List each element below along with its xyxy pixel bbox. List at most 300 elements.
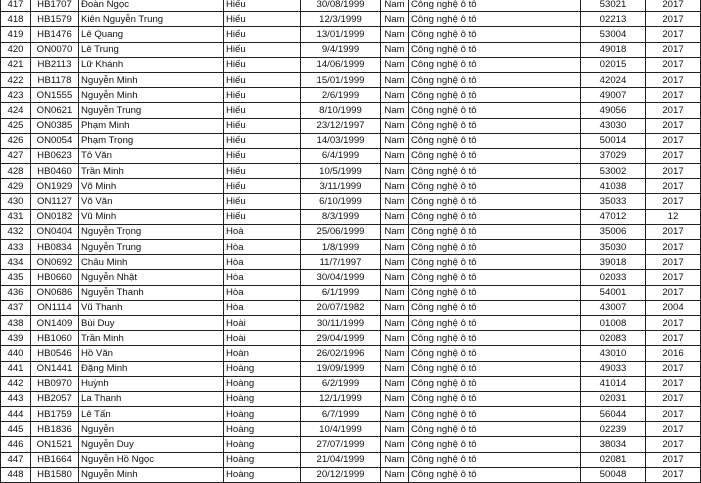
student-id-cell: HB1707 bbox=[31, 0, 79, 12]
exam-code-cell: 53004 bbox=[581, 27, 646, 42]
gender-cell: Nam bbox=[381, 148, 409, 163]
row-number-cell: 444 bbox=[1, 407, 31, 422]
student-id-cell: HB1476 bbox=[31, 27, 79, 42]
surname-middle-name-cell: Trần Minh bbox=[79, 164, 224, 179]
birth-date-cell: 14/06/1999 bbox=[301, 57, 381, 72]
given-name-cell: Hoàng bbox=[224, 376, 301, 391]
year-cell: 2017 bbox=[646, 164, 701, 179]
year-cell: 2004 bbox=[646, 300, 701, 315]
exam-code-cell: 35006 bbox=[581, 224, 646, 239]
row-number-cell: 426 bbox=[1, 133, 31, 148]
row-number-cell: 421 bbox=[1, 57, 31, 72]
exam-code-cell: 49056 bbox=[581, 103, 646, 118]
birth-date-cell: 14/03/1999 bbox=[301, 133, 381, 148]
surname-middle-name-cell: Nguyễn Minh bbox=[79, 72, 224, 87]
row-number-cell: 420 bbox=[1, 42, 31, 57]
birth-date-cell: 8/10/1999 bbox=[301, 103, 381, 118]
year-cell: 2017 bbox=[646, 285, 701, 300]
table-row bbox=[1, 12, 701, 27]
given-name-cell: Hiếu bbox=[224, 72, 301, 87]
gender-cell: Nam bbox=[381, 437, 409, 452]
row-number-cell: 442 bbox=[1, 376, 31, 391]
major-cell: Công nghệ ô tô bbox=[409, 437, 581, 452]
table-row bbox=[1, 331, 701, 346]
table-row bbox=[1, 27, 701, 42]
table-row bbox=[1, 224, 701, 239]
year-cell: 2017 bbox=[646, 72, 701, 87]
given-name-cell: Hiếu bbox=[224, 194, 301, 209]
surname-middle-name-cell: Hồ Văn bbox=[79, 346, 224, 361]
surname-middle-name-cell: Trần Minh bbox=[79, 331, 224, 346]
major-cell: Công nghệ ô tô bbox=[409, 118, 581, 133]
surname-middle-name-cell: Nguyễn Thanh bbox=[79, 285, 224, 300]
gender-cell: Nam bbox=[381, 270, 409, 285]
exam-code-cell: 02239 bbox=[581, 422, 646, 437]
surname-middle-name-cell: Vũ Minh bbox=[79, 209, 224, 224]
birth-date-cell: 2/6/1999 bbox=[301, 88, 381, 103]
year-cell: 2017 bbox=[646, 88, 701, 103]
major-cell: Công nghệ ô tô bbox=[409, 391, 581, 406]
year-cell: 2017 bbox=[646, 240, 701, 255]
birth-date-cell: 23/12/1997 bbox=[301, 118, 381, 133]
gender-cell: Nam bbox=[381, 0, 409, 12]
given-name-cell: Hòa bbox=[224, 285, 301, 300]
birth-date-cell: 8/3/1999 bbox=[301, 209, 381, 224]
exam-code-cell: 43007 bbox=[581, 300, 646, 315]
surname-middle-name-cell: Vũ Thanh bbox=[79, 300, 224, 315]
birth-date-cell: 27/07/1999 bbox=[301, 437, 381, 452]
year-cell: 2017 bbox=[646, 422, 701, 437]
birth-date-cell: 6/7/1999 bbox=[301, 407, 381, 422]
year-cell: 2017 bbox=[646, 331, 701, 346]
birth-date-cell: 19/09/1999 bbox=[301, 361, 381, 376]
major-cell: Công nghệ ô tô bbox=[409, 164, 581, 179]
given-name-cell: Hoài bbox=[224, 331, 301, 346]
row-number-cell: 431 bbox=[1, 209, 31, 224]
year-cell: 2017 bbox=[646, 12, 701, 27]
major-cell: Công nghệ ô tô bbox=[409, 270, 581, 285]
row-number-cell: 430 bbox=[1, 194, 31, 209]
student-id-cell: ON1929 bbox=[31, 179, 79, 194]
table-row bbox=[1, 148, 701, 163]
row-number-cell: 441 bbox=[1, 361, 31, 376]
major-cell: Công nghệ ô tô bbox=[409, 407, 581, 422]
major-cell: Công nghệ ô tô bbox=[409, 72, 581, 87]
given-name-cell: Hiếu bbox=[224, 148, 301, 163]
gender-cell: Nam bbox=[381, 88, 409, 103]
gender-cell: Nam bbox=[381, 315, 409, 330]
gender-cell: Nam bbox=[381, 27, 409, 42]
student-id-cell: ON1127 bbox=[31, 194, 79, 209]
year-cell: 2017 bbox=[646, 133, 701, 148]
table-row bbox=[1, 285, 701, 300]
year-cell: 2017 bbox=[646, 255, 701, 270]
student-id-cell: ON1521 bbox=[31, 437, 79, 452]
surname-middle-name-cell: Châu Minh bbox=[79, 255, 224, 270]
exam-code-cell: 49007 bbox=[581, 88, 646, 103]
surname-middle-name-cell: Nguyễn Trọng bbox=[79, 224, 224, 239]
major-cell: Công nghệ ô tô bbox=[409, 240, 581, 255]
year-cell: 2017 bbox=[646, 103, 701, 118]
gender-cell: Nam bbox=[381, 103, 409, 118]
exam-code-cell: 43010 bbox=[581, 346, 646, 361]
birth-date-cell: 6/10/1999 bbox=[301, 194, 381, 209]
row-number-cell: 417 bbox=[1, 0, 31, 12]
student-id-cell: ON0054 bbox=[31, 133, 79, 148]
row-number-cell: 423 bbox=[1, 88, 31, 103]
student-id-cell: ON0686 bbox=[31, 285, 79, 300]
table-row bbox=[1, 452, 701, 467]
surname-middle-name-cell: Kiên Nguyễn Trung bbox=[79, 12, 224, 27]
given-name-cell: Hòa bbox=[224, 300, 301, 315]
birth-date-cell: 30/08/1999 bbox=[301, 0, 381, 12]
table-row bbox=[1, 376, 701, 391]
exam-code-cell: 43030 bbox=[581, 118, 646, 133]
gender-cell: Nam bbox=[381, 194, 409, 209]
gender-cell: Nam bbox=[381, 300, 409, 315]
major-cell: Công nghệ ô tô bbox=[409, 133, 581, 148]
exam-code-cell: 50014 bbox=[581, 133, 646, 148]
birth-date-cell: 29/04/1999 bbox=[301, 331, 381, 346]
gender-cell: Nam bbox=[381, 118, 409, 133]
year-cell: 2017 bbox=[646, 467, 701, 482]
student-id-cell: HB0834 bbox=[31, 240, 79, 255]
student-id-cell: HB0546 bbox=[31, 346, 79, 361]
surname-middle-name-cell: Nguyễn Duy bbox=[79, 437, 224, 452]
given-name-cell: Hiếu bbox=[224, 12, 301, 27]
year-cell: 2017 bbox=[646, 224, 701, 239]
row-number-cell: 446 bbox=[1, 437, 31, 452]
surname-middle-name-cell: Nguyễn bbox=[79, 422, 224, 437]
table-row bbox=[1, 194, 701, 209]
table-row bbox=[1, 361, 701, 376]
surname-middle-name-cell: Huỳnh bbox=[79, 376, 224, 391]
given-name-cell: Hiếu bbox=[224, 88, 301, 103]
table-row bbox=[1, 103, 701, 118]
table-row bbox=[1, 437, 701, 452]
surname-middle-name-cell: Lê Quang bbox=[79, 27, 224, 42]
student-id-cell: HB1060 bbox=[31, 331, 79, 346]
gender-cell: Nam bbox=[381, 12, 409, 27]
given-name-cell: Hòa bbox=[224, 270, 301, 285]
student-id-cell: HB1580 bbox=[31, 467, 79, 482]
major-cell: Công nghệ ô tô bbox=[409, 194, 581, 209]
birth-date-cell: 30/11/1999 bbox=[301, 315, 381, 330]
birth-date-cell: 6/4/1999 bbox=[301, 148, 381, 163]
given-name-cell: Hiếu bbox=[224, 133, 301, 148]
given-name-cell: Hòa bbox=[224, 240, 301, 255]
gender-cell: Nam bbox=[381, 346, 409, 361]
gender-cell: Nam bbox=[381, 422, 409, 437]
row-number-cell: 422 bbox=[1, 72, 31, 87]
exam-code-cell: 50048 bbox=[581, 467, 646, 482]
student-id-cell: ON1114 bbox=[31, 300, 79, 315]
exam-code-cell: 49018 bbox=[581, 42, 646, 57]
row-number-cell: 427 bbox=[1, 148, 31, 163]
given-name-cell: Hiếu bbox=[224, 57, 301, 72]
birth-date-cell: 9/4/1999 bbox=[301, 42, 381, 57]
exam-code-cell: 39018 bbox=[581, 255, 646, 270]
year-cell: 2017 bbox=[646, 452, 701, 467]
student-id-cell: ON0692 bbox=[31, 255, 79, 270]
student-id-cell: ON0404 bbox=[31, 224, 79, 239]
row-number-cell: 424 bbox=[1, 103, 31, 118]
student-id-cell: ON1409 bbox=[31, 315, 79, 330]
surname-middle-name-cell: Nguyễn Minh bbox=[79, 88, 224, 103]
row-number-cell: 440 bbox=[1, 346, 31, 361]
row-number-cell: 425 bbox=[1, 118, 31, 133]
major-cell: Công nghệ ô tô bbox=[409, 331, 581, 346]
row-number-cell: 439 bbox=[1, 331, 31, 346]
given-name-cell: Hoài bbox=[224, 315, 301, 330]
table-row bbox=[1, 270, 701, 285]
major-cell: Công nghệ ô tô bbox=[409, 315, 581, 330]
row-number-cell: 428 bbox=[1, 164, 31, 179]
exam-code-cell: 41014 bbox=[581, 376, 646, 391]
given-name-cell: Hiếu bbox=[224, 103, 301, 118]
exam-code-cell: 54001 bbox=[581, 285, 646, 300]
surname-middle-name-cell: La Thanh bbox=[79, 391, 224, 406]
surname-middle-name-cell: Phạm Trọng bbox=[79, 133, 224, 148]
exam-code-cell: 41038 bbox=[581, 179, 646, 194]
row-number-cell: 448 bbox=[1, 467, 31, 482]
given-name-cell: Hoàng bbox=[224, 391, 301, 406]
row-number-cell: 445 bbox=[1, 422, 31, 437]
gender-cell: Nam bbox=[381, 42, 409, 57]
exam-code-cell: 53002 bbox=[581, 164, 646, 179]
birth-date-cell: 20/07/1982 bbox=[301, 300, 381, 315]
exam-code-cell: 53021 bbox=[581, 0, 646, 12]
exam-code-cell: 47012 bbox=[581, 209, 646, 224]
major-cell: Công nghệ ô tô bbox=[409, 467, 581, 482]
year-cell: 2017 bbox=[646, 437, 701, 452]
year-cell: 2017 bbox=[646, 118, 701, 133]
given-name-cell: Hoà bbox=[224, 224, 301, 239]
given-name-cell: Hiếu bbox=[224, 118, 301, 133]
exam-code-cell: 35033 bbox=[581, 194, 646, 209]
major-cell: Công nghệ ô tô bbox=[409, 224, 581, 239]
birth-date-cell: 10/4/1999 bbox=[301, 422, 381, 437]
student-id-cell: HB2057 bbox=[31, 391, 79, 406]
table-row bbox=[1, 240, 701, 255]
year-cell: 2017 bbox=[646, 376, 701, 391]
year-cell: 2017 bbox=[646, 42, 701, 57]
birth-date-cell: 10/5/1999 bbox=[301, 164, 381, 179]
table-row bbox=[1, 422, 701, 437]
row-number-cell: 432 bbox=[1, 224, 31, 239]
table-row bbox=[1, 0, 701, 12]
surname-middle-name-cell: Phạm Minh bbox=[79, 118, 224, 133]
year-cell: 2017 bbox=[646, 391, 701, 406]
major-cell: Công nghệ ô tô bbox=[409, 361, 581, 376]
table-row bbox=[1, 72, 701, 87]
student-id-cell: ON0070 bbox=[31, 42, 79, 57]
student-id-cell: HB1836 bbox=[31, 422, 79, 437]
year-cell: 2017 bbox=[646, 27, 701, 42]
gender-cell: Nam bbox=[381, 133, 409, 148]
student-id-cell: HB0623 bbox=[31, 148, 79, 163]
major-cell: Công nghệ ô tô bbox=[409, 12, 581, 27]
surname-middle-name-cell: Nguyễn Nhật bbox=[79, 270, 224, 285]
exam-code-cell: 02083 bbox=[581, 331, 646, 346]
surname-middle-name-cell: Tô Văn bbox=[79, 148, 224, 163]
exam-code-cell: 37029 bbox=[581, 148, 646, 163]
year-cell: 2017 bbox=[646, 270, 701, 285]
major-cell: Công nghệ ô tô bbox=[409, 148, 581, 163]
row-number-cell: 435 bbox=[1, 270, 31, 285]
student-id-cell: HB1759 bbox=[31, 407, 79, 422]
table-row bbox=[1, 42, 701, 57]
row-number-cell: 443 bbox=[1, 391, 31, 406]
birth-date-cell: 12/3/1999 bbox=[301, 12, 381, 27]
given-name-cell: Hoàng bbox=[224, 467, 301, 482]
table-row bbox=[1, 407, 701, 422]
table-row bbox=[1, 300, 701, 315]
student-id-cell: ON1441 bbox=[31, 361, 79, 376]
student-id-cell: ON0385 bbox=[31, 118, 79, 133]
table-row bbox=[1, 57, 701, 72]
major-cell: Công nghệ ô tô bbox=[409, 209, 581, 224]
exam-code-cell: 02213 bbox=[581, 12, 646, 27]
exam-code-cell: 49033 bbox=[581, 361, 646, 376]
major-cell: Công nghệ ô tô bbox=[409, 346, 581, 361]
gender-cell: Nam bbox=[381, 361, 409, 376]
major-cell: Công nghệ ô tô bbox=[409, 255, 581, 270]
birth-date-cell: 30/04/1999 bbox=[301, 270, 381, 285]
row-number-cell: 429 bbox=[1, 179, 31, 194]
major-cell: Công nghệ ô tô bbox=[409, 285, 581, 300]
student-id-cell: HB1664 bbox=[31, 452, 79, 467]
birth-date-cell: 25/06/1999 bbox=[301, 224, 381, 239]
major-cell: Công nghệ ô tô bbox=[409, 88, 581, 103]
student-id-cell: ON0182 bbox=[31, 209, 79, 224]
table-row bbox=[1, 179, 701, 194]
exam-code-cell: 01008 bbox=[581, 315, 646, 330]
surname-middle-name-cell: Nguyễn Trung bbox=[79, 240, 224, 255]
major-cell: Công nghệ ô tô bbox=[409, 103, 581, 118]
major-cell: Công nghệ ô tô bbox=[409, 422, 581, 437]
student-id-cell: ON1555 bbox=[31, 88, 79, 103]
year-cell: 2017 bbox=[646, 57, 701, 72]
major-cell: Công nghệ ô tô bbox=[409, 27, 581, 42]
exam-code-cell: 02033 bbox=[581, 270, 646, 285]
year-cell: 2016 bbox=[646, 346, 701, 361]
row-number-cell: 419 bbox=[1, 27, 31, 42]
major-cell: Công nghệ ô tô bbox=[409, 57, 581, 72]
gender-cell: Nam bbox=[381, 376, 409, 391]
birth-date-cell: 12/1/1999 bbox=[301, 391, 381, 406]
birth-date-cell: 1/8/1999 bbox=[301, 240, 381, 255]
table-row bbox=[1, 391, 701, 406]
gender-cell: Nam bbox=[381, 331, 409, 346]
gender-cell: Nam bbox=[381, 407, 409, 422]
gender-cell: Nam bbox=[381, 255, 409, 270]
student-id-cell: HB0460 bbox=[31, 164, 79, 179]
exam-code-cell: 35030 bbox=[581, 240, 646, 255]
row-number-cell: 433 bbox=[1, 240, 31, 255]
gender-cell: Nam bbox=[381, 179, 409, 194]
gender-cell: Nam bbox=[381, 224, 409, 239]
surname-middle-name-cell: Lê Trung bbox=[79, 42, 224, 57]
given-name-cell: Hoàn bbox=[224, 346, 301, 361]
year-cell: 2017 bbox=[646, 0, 701, 12]
gender-cell: Nam bbox=[381, 57, 409, 72]
year-cell: 2017 bbox=[646, 407, 701, 422]
given-name-cell: Hiếu bbox=[224, 179, 301, 194]
student-id-cell: HB1178 bbox=[31, 72, 79, 87]
table-row bbox=[1, 133, 701, 148]
table-row bbox=[1, 164, 701, 179]
birth-date-cell: 3/11/1999 bbox=[301, 179, 381, 194]
birth-date-cell: 11/7/1997 bbox=[301, 255, 381, 270]
table-row bbox=[1, 346, 701, 361]
year-cell: 12 bbox=[646, 209, 701, 224]
surname-middle-name-cell: Nguyễn Trung bbox=[79, 103, 224, 118]
exam-code-cell: 02015 bbox=[581, 57, 646, 72]
student-id-cell: HB0660 bbox=[31, 270, 79, 285]
birth-date-cell: 6/1/1999 bbox=[301, 285, 381, 300]
table-row bbox=[1, 88, 701, 103]
table-row bbox=[1, 209, 701, 224]
row-number-cell: 447 bbox=[1, 452, 31, 467]
exam-code-cell: 38034 bbox=[581, 437, 646, 452]
table-row bbox=[1, 315, 701, 330]
year-cell: 2017 bbox=[646, 194, 701, 209]
gender-cell: Nam bbox=[381, 240, 409, 255]
given-name-cell: Hiếu bbox=[224, 27, 301, 42]
surname-middle-name-cell: Nguyễn Minh bbox=[79, 467, 224, 482]
birth-date-cell: 15/01/1999 bbox=[301, 72, 381, 87]
major-cell: Công nghệ ô tô bbox=[409, 452, 581, 467]
exam-code-cell: 02031 bbox=[581, 391, 646, 406]
major-cell: Công nghệ ô tô bbox=[409, 179, 581, 194]
row-number-cell: 437 bbox=[1, 300, 31, 315]
surname-middle-name-cell: Nguyễn Hồ Ngọc bbox=[79, 452, 224, 467]
gender-cell: Nam bbox=[381, 285, 409, 300]
surname-middle-name-cell: Đoàn Ngọc bbox=[79, 0, 224, 12]
major-cell: Công nghệ ô tô bbox=[409, 42, 581, 57]
given-name-cell: Hiếu bbox=[224, 0, 301, 12]
surname-middle-name-cell: Đặng Minh bbox=[79, 361, 224, 376]
birth-date-cell: 20/12/1999 bbox=[301, 467, 381, 482]
major-cell: Công nghệ ô tô bbox=[409, 300, 581, 315]
gender-cell: Nam bbox=[381, 452, 409, 467]
row-number-cell: 438 bbox=[1, 315, 31, 330]
surname-middle-name-cell: Lữ Khánh bbox=[79, 57, 224, 72]
given-name-cell: Hoàng bbox=[224, 452, 301, 467]
birth-date-cell: 6/2/1999 bbox=[301, 376, 381, 391]
birth-date-cell: 13/01/1999 bbox=[301, 27, 381, 42]
table-body bbox=[1, 0, 701, 483]
student-id-cell: ON0621 bbox=[31, 103, 79, 118]
major-cell: Công nghệ ô tô bbox=[409, 0, 581, 12]
given-name-cell: Hoàng bbox=[224, 407, 301, 422]
given-name-cell: Hoàng bbox=[224, 422, 301, 437]
table-row bbox=[1, 118, 701, 133]
row-number-cell: 418 bbox=[1, 12, 31, 27]
year-cell: 2017 bbox=[646, 315, 701, 330]
gender-cell: Nam bbox=[381, 467, 409, 482]
table-row bbox=[1, 255, 701, 270]
surname-middle-name-cell: Võ Văn bbox=[79, 194, 224, 209]
year-cell: 2017 bbox=[646, 361, 701, 376]
gender-cell: Nam bbox=[381, 391, 409, 406]
given-name-cell: Hoàng bbox=[224, 437, 301, 452]
surname-middle-name-cell: Lê Tấn bbox=[79, 407, 224, 422]
student-id-cell: HB1579 bbox=[31, 12, 79, 27]
student-id-cell: HB0970 bbox=[31, 376, 79, 391]
row-number-cell: 434 bbox=[1, 255, 31, 270]
